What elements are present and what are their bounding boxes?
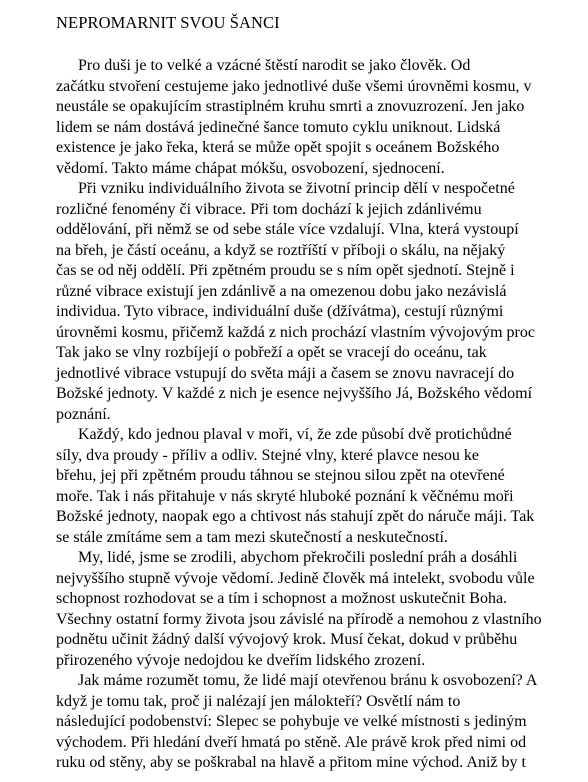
paragraph-2-line-2: rozličné fenomény či vibrace. Při tom dochází k jejich zdánlivému [56,200,482,218]
paragraph-5-line-3: následující podobenství: Slepec se pohybuje ve velké místnosti s jediným [56,713,527,730]
paragraph-2-line-9: Tak jako se vlny rozbíjejí o pobřeží a opět se vracejí do oceánu, tak [56,344,487,361]
paragraph-4-line-1: My, lidé, jsme se zrodili, abychom překročili poslední práh a dosáhli [78,549,518,566]
paragraph-2-line-10: jednotlivé vibrace vstupují do světa máji a časem se znovu navracejí do [56,364,515,382]
paragraph-3-line-5: Božské jednoty, naopak ego a chtivost nás stahují zpět do náruče máji. Tak [56,508,535,525]
paragraph-2-line-6: různé vibrace existují jen zdánlivě a na omezenou dobu jako nezávislá [56,282,507,300]
paragraph-2-line-1: Při vzniku individuálního života se životní princip dělí v nespočetné [78,180,515,197]
paragraph-2-line-5: čas se od něj oddělí. Při zpětném proudu se s ním opět sjednotí. Stejně i [56,262,515,279]
paragraph-5-line-1: Jak máme rozumět tomu, že lidé mají otevřenou bránu k osvobození? A [78,672,538,689]
paragraph-1-line-6: vědomí. Takto máme chápat mókšu, osvobození, sjednocení. [56,159,445,177]
paragraph-2-line-7: individua. Tyto vibrace, individuální duše (džívátma), cestují různými [56,303,504,320]
paragraph-1-line-2: začátku stvoření cestujeme jako jednotlivé duše všemi úrovněmi kosmu, v [56,77,532,95]
paragraph-5-line-4: východem. Při hledání dveří hmatá po stěně. Ale právě krok před nimi od [56,733,527,751]
paragraph-3-line-1: Každý, kdo jednou plaval v moři, ví, že zde působí dvě protichůdné [78,426,512,443]
paragraph-1-line-1: Pro duši je to velké a vzácné štěstí narodit se jako člověk. Od [78,57,471,74]
document-body [56,56,588,774]
paragraph-3-line-3: břehu, jej při zpětném proudu táhnou se stejnou silou zpět na otevřené [56,467,505,484]
paragraph-2-line-3: oddělování, při němž se od sebe stále více vzdalují. Vlna, která vystoupí [56,221,519,238]
document-title: NEPROMARNIT SVOU ŠANCI [56,13,280,32]
paragraph-1-line-3: neustále se opakujícím strastiplném kruhu smrti a znovuzrození. Jen jako [56,98,525,115]
paragraph-2-line-4: na břeh, je částí oceánu, a když se roztříští v příboji o skálu, na nějaký [56,241,506,259]
paragraph-2-line-8: úrovněmi kosmu, přičemž každá z nich prochází vlastním vývojovým proc [56,323,535,341]
paragraph-1-line-5: existence je jako řeka, která se může opět spojit s oceánem Božského [56,139,500,156]
paragraph-4-line-5: podnětu učinit žádný další vývojový krok. Musí čekat, dokud v průběhu [56,631,518,648]
paragraph-5-line-2: když je tomu tak, proč ji nalézají jen málokteří? Osvětlí nám to [56,692,461,710]
paragraph-4-line-6: přirozeného vývoje nedojdou ke dveřím lidského zrození. [56,651,426,669]
paragraph-4-line-2: nejvyššího stupně vývoje vědomí. Jedině člověk má intelekt, svobodu vůle [56,569,535,587]
paragraph-4-line-3: schopnost rozhodovat se a tím i schopnost a možnost uskutečnit Boha. [56,590,508,607]
paragraph-3-line-2: síly, dva proudy - příliv a odliv. Stejné vlny, které plavce nesou ke [56,446,480,464]
paragraph-2-line-11: Božské jednoty. V každé z nich je esence nejvyššího Já, Božského vědomí [56,385,533,402]
paragraph-3-line-4: moře. Tak i nás přitahuje v nás skryté hluboké poznání k věčnému moři [56,487,514,505]
paragraph-4-line-4: Všechny ostatní formy života jsou závislé na přírodě a nemohou z vlastního [56,610,542,628]
paragraph-3-line-6: se stále zmítáme sem a tam mezi skutečností a neskutečností. [56,528,448,546]
paragraph-1-line-4: lidem se nám dostává jedinečné šance tomuto cyklu uniknout. Lidská [56,118,501,136]
paragraph-5-line-5: ruku od stěny, aby se poškrabal na hlavě a přitom mine východ. Aniž by t [56,754,526,771]
paragraph-2-line-12: poznání. [56,405,111,423]
